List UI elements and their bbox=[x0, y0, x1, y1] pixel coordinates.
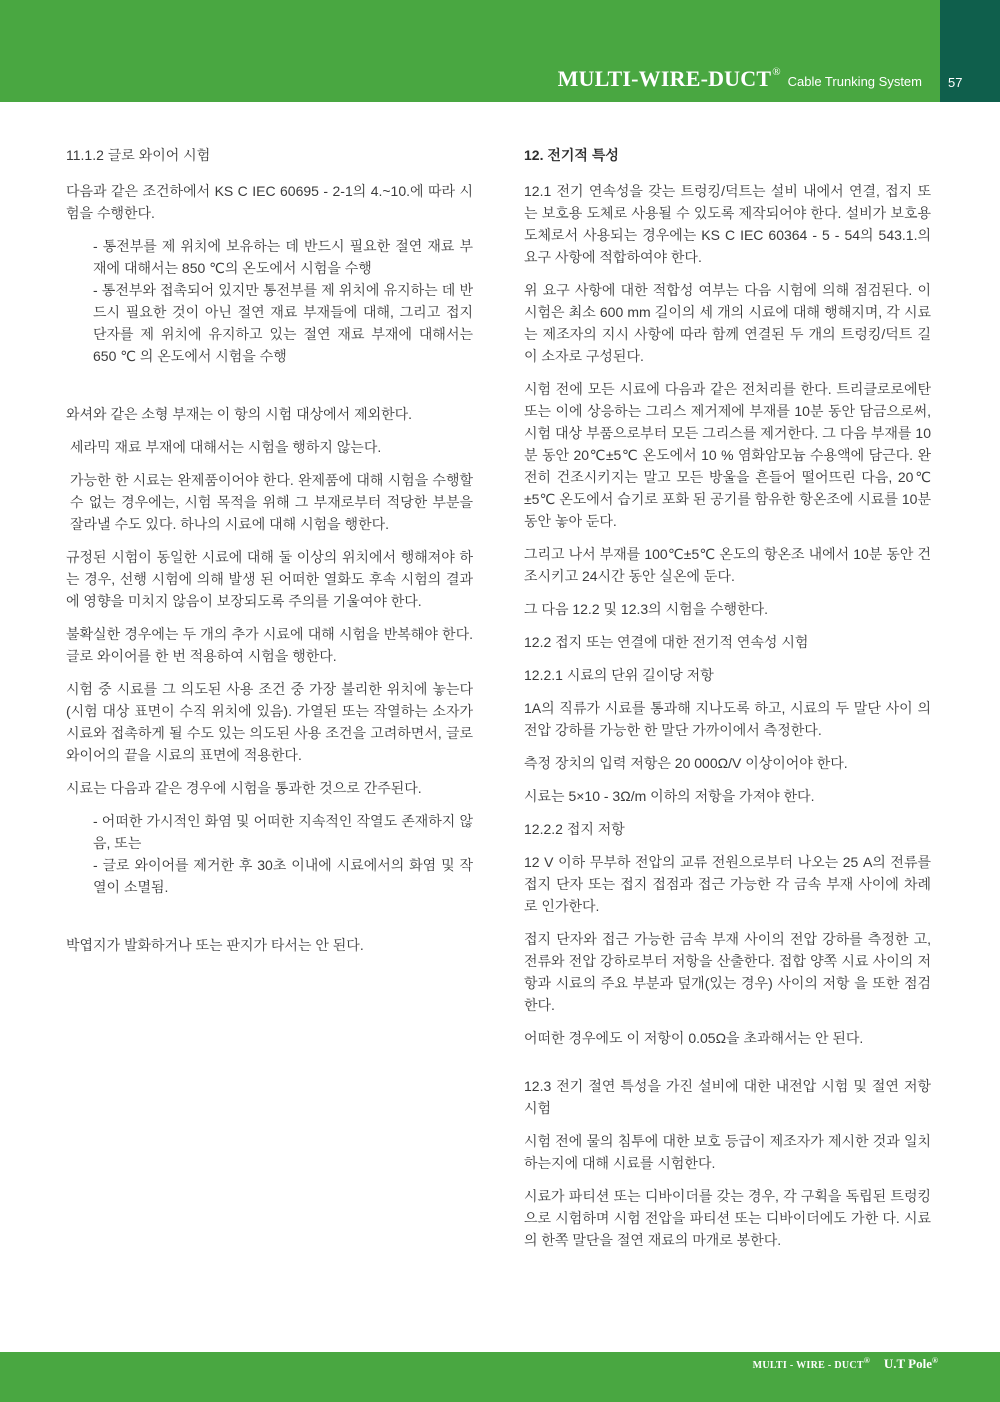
ceramic-note: 세라믹 재료 부재에 대해서는 시험을 행하지 않는다. bbox=[70, 439, 382, 455]
pass-intro: 시료는 다음과 같은 경우에 시험을 통과한 것으로 간주된다. bbox=[66, 780, 422, 796]
paragraph-check: 위 요구 사항에 대한 적합성 여부는 다음 시험에 의해 점검된다. 이 시험은 최소 600 mm 길이의 세 개의 시료에 대해 행해지며, 각 시료는 제조자의 지시 사항에 따라 함께 연결된 두 개의 트렁킹/덕트 길이 소자로 구성된다. bbox=[524, 282, 931, 364]
paragraph-pretreatment: 시험 전에 모든 시료에 다음과 같은 전처리를 한다. 트리클로로에탄 또는 이에 상응하는 그리스 제거제에 부재를 10분 동안 담금으로써, 시험 대상 부품으로부터 모든 그리스를 제거한다. 그 다음 부재를 10분 동안 20℃±5℃ 온도에서 10 % 염화암모늄 수용액에 담근다. 완전히 건조시키지는 말고 모든 방울을 흔들어 떨어뜨린 다음, 20℃±5℃ 온도에서 습기로 포화 된 공기를 함유한 항온조에 시료를 10분 동안 놓아 둔다. bbox=[524, 381, 931, 529]
uncertain-note: 불확실한 경우에는 두 개의 추가 시료에 대해 시험을 반복해야 한다. 글로 와이어를 한 번 적용하여 시험을 행한다. bbox=[66, 626, 473, 664]
position-note: 시험 중 시료를 그 의도된 사용 조건 중 가장 불리한 위치에 놓는다(시험 대상 표면이 수직 위치에 있음). 가열된 또는 작열하는 소자가 시료와 접촉하게 될 수도 있는 의도된 사용 조건을 고려하면서, 글로 와이어의 끝을 시료의 표면에 적용한다. bbox=[66, 681, 473, 763]
footer-brand-registered-mark: ® bbox=[863, 1356, 870, 1365]
footer-product-name: U.T Pole bbox=[883, 1356, 933, 1371]
paragraph-dry: 그리고 나서 부재를 100℃±5℃ 온도의 항온조 내에서 10분 동안 건조시키고 24시간 동안 실온에 둔다. bbox=[524, 546, 931, 584]
pass-item-no-flame: - 어떠한 가시적인 화염 및 어떠한 지속적인 작열도 존재하지 않음, 또는 bbox=[93, 813, 473, 851]
intro-paragraph: 다음과 같은 조건하에서 KS C IEC 60695 - 2-1의 4.~10.에 따라 시험을 수행한다. bbox=[66, 183, 473, 221]
header-brand bbox=[558, 66, 922, 92]
paragraph-dc-current: 1A의 직류가 시료를 통과해 지나도록 하고, 시료의 두 말단 사이 의 전압 강하를 가능한 한 말단 가까이에서 측정한다. bbox=[524, 700, 931, 738]
sample-note: 가능한 한 시료는 완제품이어야 한다. 완제품에 대해 시험을 수행할 수 없는 경우에는, 시험 목적을 위해 그 부재로부터 적당한 부분을 잘라낼 수도 있다. 하나의 시료에 대해 시험을 행한다. bbox=[70, 472, 473, 532]
paragraph-limit: 어떠한 경우에도 이 저항이 0.05Ω을 초과해서는 안 된다. bbox=[524, 1030, 864, 1046]
right-column bbox=[524, 144, 931, 1262]
tissue-note: 박엽지가 발화하거나 또는 판지가 타서는 안 된다. bbox=[66, 937, 364, 953]
brand-tagline: Cable Trunking System bbox=[787, 74, 922, 89]
washer-note: 와셔와 같은 소형 부재는 이 항의 시험 대상에서 제외한다. bbox=[66, 406, 413, 422]
left-column bbox=[66, 144, 473, 967]
paragraph-resistance: 시료는 5×10 - 3Ω/m 이하의 저항을 가져야 한다. bbox=[524, 788, 815, 804]
footer-brand-name: MULTI - WIRE - DUCT bbox=[752, 1360, 864, 1371]
heading-12-2-2: 12.2.2 접지 저항 bbox=[524, 821, 625, 837]
paragraph-next: 그 다음 12.2 및 12.3의 시험을 수행한다. bbox=[524, 601, 769, 617]
brand-registered-mark: ® bbox=[772, 66, 781, 78]
temperature-item-850: - 통전부를 제 위치에 보유하는 데 반드시 필요한 절연 재료 부재에 대해서는 850 ℃의 온도에서 시험을 수행 bbox=[93, 238, 473, 276]
page-number: 57 bbox=[948, 75, 963, 90]
heading-12-2-1: 12.2.1 시료의 단위 길이당 저항 bbox=[524, 667, 714, 683]
paragraph-water: 시험 전에 물의 침투에 대한 보호 등급이 제조자가 제시한 것과 일치하는지에 대해 시료를 시험한다. bbox=[524, 1133, 931, 1171]
footer-product-registered-mark: ® bbox=[932, 1356, 938, 1365]
brand-name: MULTI-WIRE-DUCT bbox=[557, 66, 772, 91]
pass-item-extinguish: - 글로 와이어를 제거한 후 30초 이내에 시료에서의 화염 및 작열이 소멸됨. bbox=[93, 857, 473, 895]
section-title-12: 12. 전기적 특성 bbox=[524, 147, 619, 163]
heading-12-2: 12.2 접지 또는 연결에 대한 전기적 연속성 시험 bbox=[524, 634, 809, 650]
section-title-11-1-2: 11.1.2 글로 와이어 시험 bbox=[66, 147, 211, 163]
multi-location-note: 규정된 시험이 동일한 시료에 대해 둘 이상의 위치에서 행해져야 하는 경우, 선행 시험에 의해 발생 된 어떠한 열화도 후속 시험의 결과에 영향을 미치지 않음이 보장되도록 주의를 기울여야 한다. bbox=[66, 549, 473, 609]
footer-brand bbox=[753, 1355, 938, 1373]
temperature-item-650: - 통전부와 접촉되어 있지만 통전부를 제 위치에 유지하는 데 반드시 필요한 것이 아닌 절연 재료 부재들에 대해, 그리고 접지 단자를 제 위치에 유지하고 있는 절연 재료 부재에 대해서는 650 ℃ 의 온도에서 시험을 수행 bbox=[93, 282, 473, 364]
paragraph-current: 12 V 이하 무부하 전압의 교류 전원으로부터 나오는 25 A의 전류를 접지 단자 또는 접지 접점과 접근 가능한 각 금속 부재 사이에 차례로 인가한다. bbox=[524, 854, 931, 914]
paragraph-impedance: 측정 장치의 입력 저항은 20 000Ω/V 이상이어야 한다. bbox=[524, 755, 848, 771]
heading-12-3: 12.3 전기 절연 특성을 가진 설비에 대한 내전압 시험 및 절연 저항 시험 bbox=[524, 1078, 931, 1116]
paragraph-partition: 시료가 파티션 또는 디바이더를 갖는 경우, 각 구획을 독립된 트렁킹으로 시험하며 시험 전압을 파티션 또는 디바이더에도 가한 다. 시료의 한쪽 말단을 절연 재료의 마개로 봉한다. bbox=[524, 1188, 931, 1248]
paragraph-measure: 접지 단자와 접근 가능한 금속 부재 사이의 전압 강하를 측정한 고, 전류와 전압 강하로부터 저항을 산출한다. 접합 양쪽 시료 사이의 저항과 시료의 주요 부분과 덮개(있는 경우) 사이의 저항 을 또한 점검한다. bbox=[524, 931, 931, 1013]
paragraph-12-1: 12.1 전기 연속성을 갖는 트렁킹/덕트는 설비 내에서 연결, 접지 또는 보호용 도체로 사용될 수 있도록 제작되어야 한다. 설비가 보호용 도체로서 사용되는 경우에는 KS C IEC 60364 - 5 - 54의 543.1.의 요구 사항에 적합하여야 한다. bbox=[524, 183, 931, 265]
